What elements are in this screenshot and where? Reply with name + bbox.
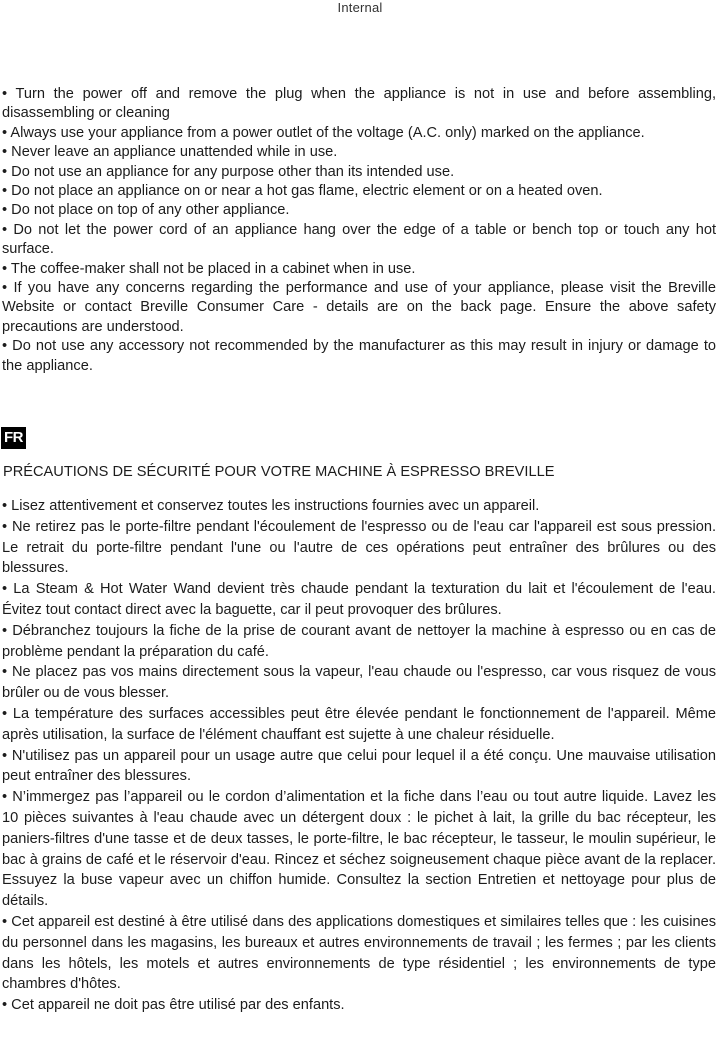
list-item: • Do not use an appliance for any purpose other than its intended use. [2,163,455,180]
french-section-title: PRÉCAUTIONS DE SÉCURITÉ POUR VOTRE MACHINE À ESPRESSO BREVILLE [3,464,555,480]
list-item: • Ne placez pas vos mains directement sous la vapeur, l'eau chaude ou l'espresso, car vous risquez de vous brûler ou de vous blesser. [2,664,716,702]
list-item: • Débranchez toujours la fiche de la prise de courant avant de nettoyer la machine à espresso ou en cas de problème pendant la préparation du café. [2,622,716,660]
list-item: • Do not use any accessory not recommended by the manufacturer as this may result in injury or damage to the appliance. [2,338,716,374]
list-item: • N'utilisez pas un appareil pour un usage autre que celui pour lequel il a été conçu. Une mauvaise utilisation peut entraîner des blessures. [2,747,716,785]
classification-label: Internal [337,0,383,15]
list-item: • Lisez attentivement et conservez toutes les instructions fournies avec un appareil. [2,498,540,514]
list-item: • The coffee-maker shall not be placed in a cabinet when in use. [2,260,416,277]
list-item: • Always use your appliance from a power outlet of the voltage (A.C. only) marked on the appliance. [2,124,645,141]
french-safety-list [2,496,716,1016]
list-item: • Cet appareil ne doit pas être utilisé par des enfants. [2,997,345,1014]
list-item: • Cet appareil est destiné à être utilisé dans des applications domestiques et similaires telles que : les cuisines du personnel dans les magasins, les bureaux et autres environnements de travail ; les fermes ; par les clients dans les hôtels, les motels et autres environnements de type résidentiel ; les environnements de type chambres d'hôtes. [2,913,716,993]
list-item: • La température des surfaces accessibles peut être élevée pendant le fonctionnement de l'appareil. Même après utilisation, la surface de l'élément chauffant est sujette à une chaleur résiduelle. [2,705,716,743]
list-item: • Do not let the power cord of an appliance hang over the edge of a table or bench top or touch any hot surface. [2,221,716,258]
list-item: • Turn the power off and remove the plug when the appliance is not in use and before assembling, disassembling or cleaning [2,86,716,122]
list-item: • Ne retirez pas le porte-filtre pendant l'écoulement de l'espresso ou de l'eau car l'appareil est sous pression. Le retrait du porte-filtre pendant l'une ou l'autre de ces opérations peut entraîner des brûlures ou des blessures. [2,518,716,577]
list-item: • Do not place on top of any other appliance. [2,202,290,219]
list-item: • La Steam & Hot Water Wand devient très chaude pendant la texturation du lait et l'écoulement de l'eau. Évitez tout contact direct avec la baguette, car il peut provoquer des brûlures. [2,581,716,618]
list-item: • Do not place an appliance on or near a hot gas flame, electric element or on a heated oven. [2,183,603,200]
list-item: • Never leave an appliance unattended while in use. [2,144,338,161]
list-item: • N’immergez pas l’appareil ou le cordon d’alimentation et la fiche dans l’eau ou tout autre liquide. Lavez les 10 pièces suivantes à l'eau chaude avec un détergent doux : le pichet à lait, la grille du bac récepteur, les paniers-filtres d'une tasse et de deux tasses, le porte-filtre, le bac récepteur, le tasseur, le moulin supérieur, le bac à grains de café et le réservoir d'eau. Rincez et séchez soigneusement chaque pièce avant de la replacer. Essuyez la buse vapeur avec un chiffon humide. Consultez la section Entretien et nettoyage pour plus de détails. [2,789,716,910]
english-safety-list [2,85,716,376]
list-item: • If you have any concerns regarding the performance and use of your appliance, please visit the Breville Website or contact Breville Consumer Care - details are on the back page. Ensure the above safety precautions are understood. [2,280,716,335]
language-badge-fr: FR [1,427,26,449]
